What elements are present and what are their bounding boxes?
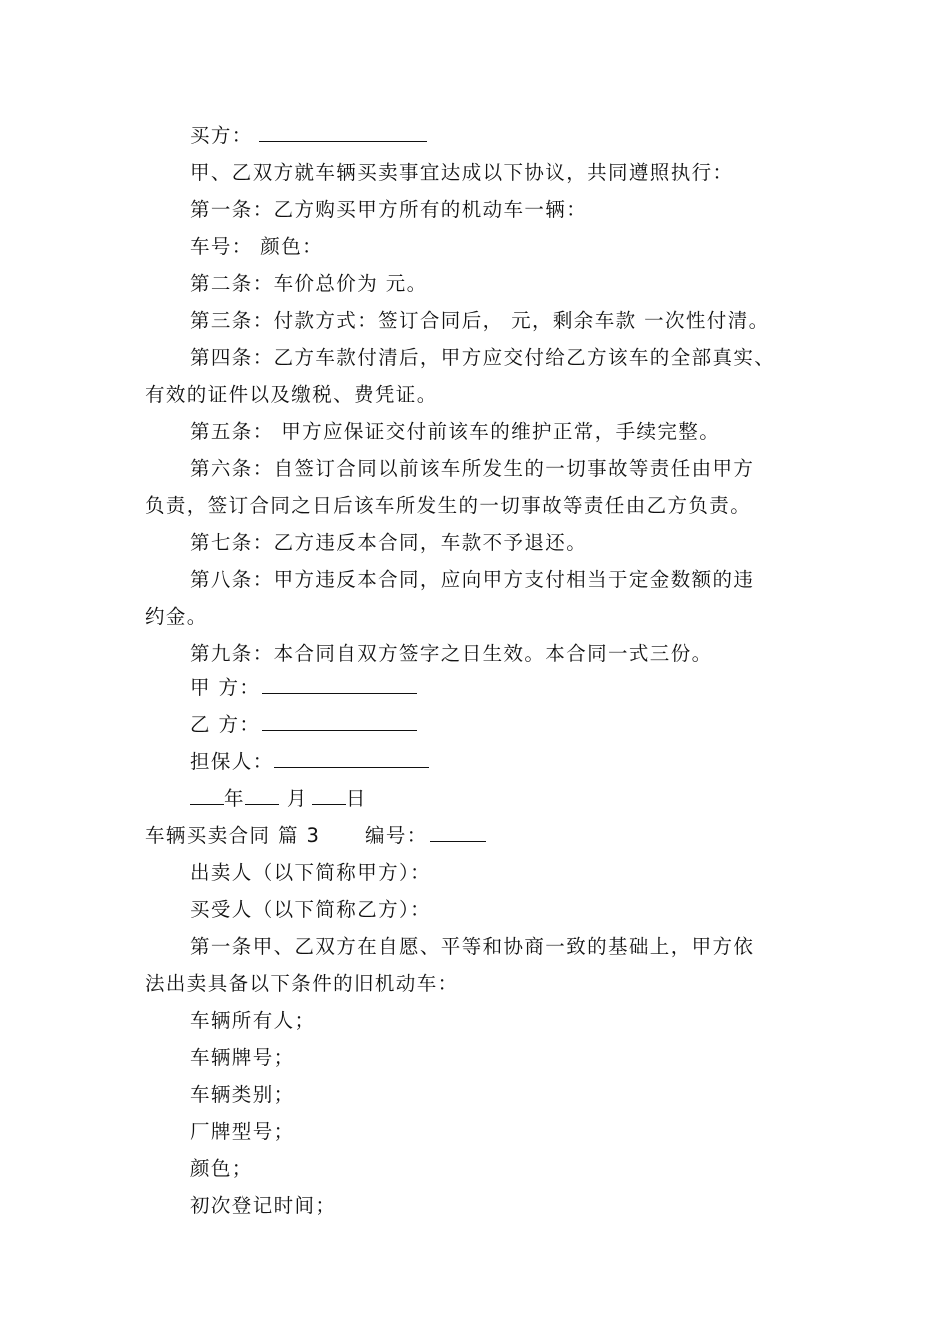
article-6-line-1: 第六条：自签订合同以前该车所发生的一切事故等责任由甲方 — [190, 457, 755, 480]
date-year-label: 年 — [224, 787, 245, 810]
buyer-line — [190, 123, 427, 149]
month-blank — [245, 786, 279, 805]
article-2: 第二条：车价总价为 元。 — [190, 272, 428, 295]
plate-color-line: 车号： 颜色： — [190, 235, 323, 258]
article-4-line-2: 有效的证件以及缴税、费凭证。 — [145, 383, 438, 406]
party-a-blank — [262, 675, 417, 694]
buyer-label: 买方： — [190, 124, 253, 147]
intro-paragraph: 甲、乙双方就车辆买卖事宜达成以下协议，共同遵照执行： — [190, 161, 734, 184]
party-b-line — [190, 712, 417, 738]
date-month-label: 月 — [286, 787, 308, 810]
date-line — [190, 786, 367, 812]
article-3: 第三条：付款方式：签订合同后， 元，剩余车款 一次性付清。 — [190, 309, 770, 332]
section-title: 车辆买卖合同 篇 3 — [145, 824, 321, 847]
clause-1-line-1: 第一条甲、乙双方在自愿、平等和协商一致的基础上，甲方依 — [190, 935, 755, 958]
vehicle-type-line: 车辆类别； — [190, 1083, 295, 1106]
article-7: 第七条：乙方违反本合同，车款不予退还。 — [190, 531, 588, 554]
guarantor-label: 担保人： — [190, 750, 274, 773]
article-6-line-2: 负责，签订合同之日后该车所发生的一切事故等责任由乙方负责。 — [145, 494, 752, 517]
year-blank — [190, 786, 224, 805]
day-blank — [312, 786, 346, 805]
guarantor-line — [190, 749, 429, 775]
model-line: 厂牌型号； — [190, 1120, 295, 1143]
date-day-label: 日 — [345, 787, 367, 810]
number-blank — [430, 823, 486, 842]
article-8-line-1: 第八条：甲方违反本合同，应向甲方支付相当于定金数额的违 — [190, 568, 755, 591]
article-5: 第五条： 甲方应保证交付前该车的维护正常，手续完整。 — [190, 420, 721, 443]
buyer-blank — [259, 123, 427, 142]
number-line — [365, 823, 486, 849]
number-label: 编号： — [365, 824, 428, 847]
owner-line: 车辆所有人； — [190, 1009, 316, 1032]
clause-1-line-2: 法出卖具备以下条件的旧机动车： — [145, 972, 459, 995]
party-b-blank — [262, 712, 417, 731]
article-1: 第一条：乙方购买甲方所有的机动车一辆： — [190, 198, 588, 221]
plate-number-line: 车辆牌号； — [190, 1046, 295, 1069]
party-b-label: 乙 方： — [190, 713, 261, 736]
article-8-line-2: 约金。 — [145, 605, 208, 628]
first-registration-line: 初次登记时间； — [190, 1194, 337, 1217]
buyer2-line: 买受人（以下简称乙方）： — [190, 898, 432, 921]
party-a-line — [190, 675, 417, 701]
party-a-label: 甲 方： — [190, 676, 261, 699]
guarantor-blank — [274, 749, 429, 768]
seller-line: 出卖人（以下简称甲方）： — [190, 861, 432, 884]
color-line: 颜色； — [190, 1157, 253, 1180]
article-9: 第九条：本合同自双方签字之日生效。本合同一式三份。 — [190, 642, 713, 665]
article-4-line-1: 第四条：乙方车款付清后，甲方应交付给乙方该车的全部真实、 — [190, 346, 776, 369]
